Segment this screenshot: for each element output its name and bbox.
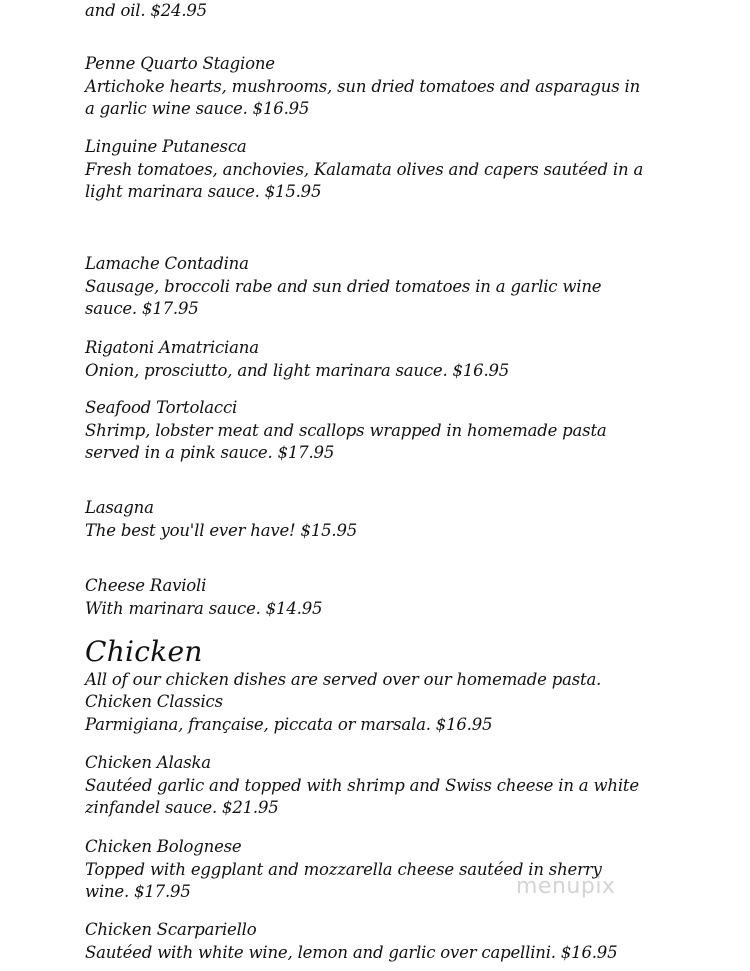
item-name: Lamache Contadina — [85, 254, 249, 273]
section-intro: All of our chicken dishes are served over our homemade pasta. — [85, 670, 602, 689]
item-description: Sausage, broccoli rabe and sun dried tomatoes in a garlic wine sauce. $17.95 — [85, 276, 602, 318]
item-description: Fresh tomatoes, anchovies, Kalamata olives and capers sautéed in a light marinara sauce. $15.95 — [85, 159, 644, 201]
menu-item — [85, 691, 645, 736]
menu-item — [85, 397, 645, 465]
item-name: Chicken Scarpariello — [85, 920, 257, 939]
item-description: Parmigiana, française, piccata or marsala. $16.95 — [85, 714, 493, 734]
menu-item — [85, 0, 645, 22]
item-description: Shrimp, lobster meat and scallops wrapped in homemade pasta served in a pink sauce. $17.95 — [85, 420, 607, 462]
item-description: Sautéed garlic and topped with shrimp and Swiss cheese in a white zinfandel sauce. $21.95 — [85, 775, 639, 817]
item-name: Penne Quarto Stagione — [85, 54, 275, 73]
menu-item — [85, 497, 645, 542]
item-description: Onion, prosciutto, and light marinara sauce. $16.95 — [85, 360, 510, 380]
section-title-chicken: Chicken — [85, 635, 203, 668]
item-description: Topped with eggplant and mozzarella cheese sautéed in sherry wine. $17.95 — [85, 859, 602, 901]
watermark-logo: menupix — [516, 874, 616, 899]
item-name: Chicken Bolognese — [85, 837, 242, 856]
item-name: Lasagna — [85, 498, 154, 517]
item-description: With marinara sauce. $14.95 — [85, 598, 323, 618]
menu-item — [85, 752, 645, 820]
item-name: Rigatoni Amatriciana — [85, 338, 259, 357]
item-name: Cheese Ravioli — [85, 576, 207, 595]
menu-item — [85, 136, 645, 204]
item-name: Linguine Putanesca — [85, 137, 247, 156]
item-name: Chicken Alaska — [85, 753, 211, 772]
menu-item — [85, 919, 645, 964]
item-description: Sautéed with white wine, lemon and garlic over capellini. $16.95 — [85, 942, 618, 962]
item-name: Seafood Tortolacci — [85, 398, 238, 417]
menu-item — [85, 337, 645, 382]
menu-item — [85, 53, 645, 121]
item-description: and oil. $24.95 — [85, 0, 207, 20]
item-description: Artichoke hearts, mushrooms, sun dried tomatoes and asparagus in a garlic wine sauce. $16.95 — [85, 76, 641, 118]
menu-item — [85, 253, 645, 321]
menu-item — [85, 575, 645, 620]
item-description: The best you'll ever have! $15.95 — [85, 520, 358, 540]
item-name: Chicken Classics — [85, 692, 223, 711]
